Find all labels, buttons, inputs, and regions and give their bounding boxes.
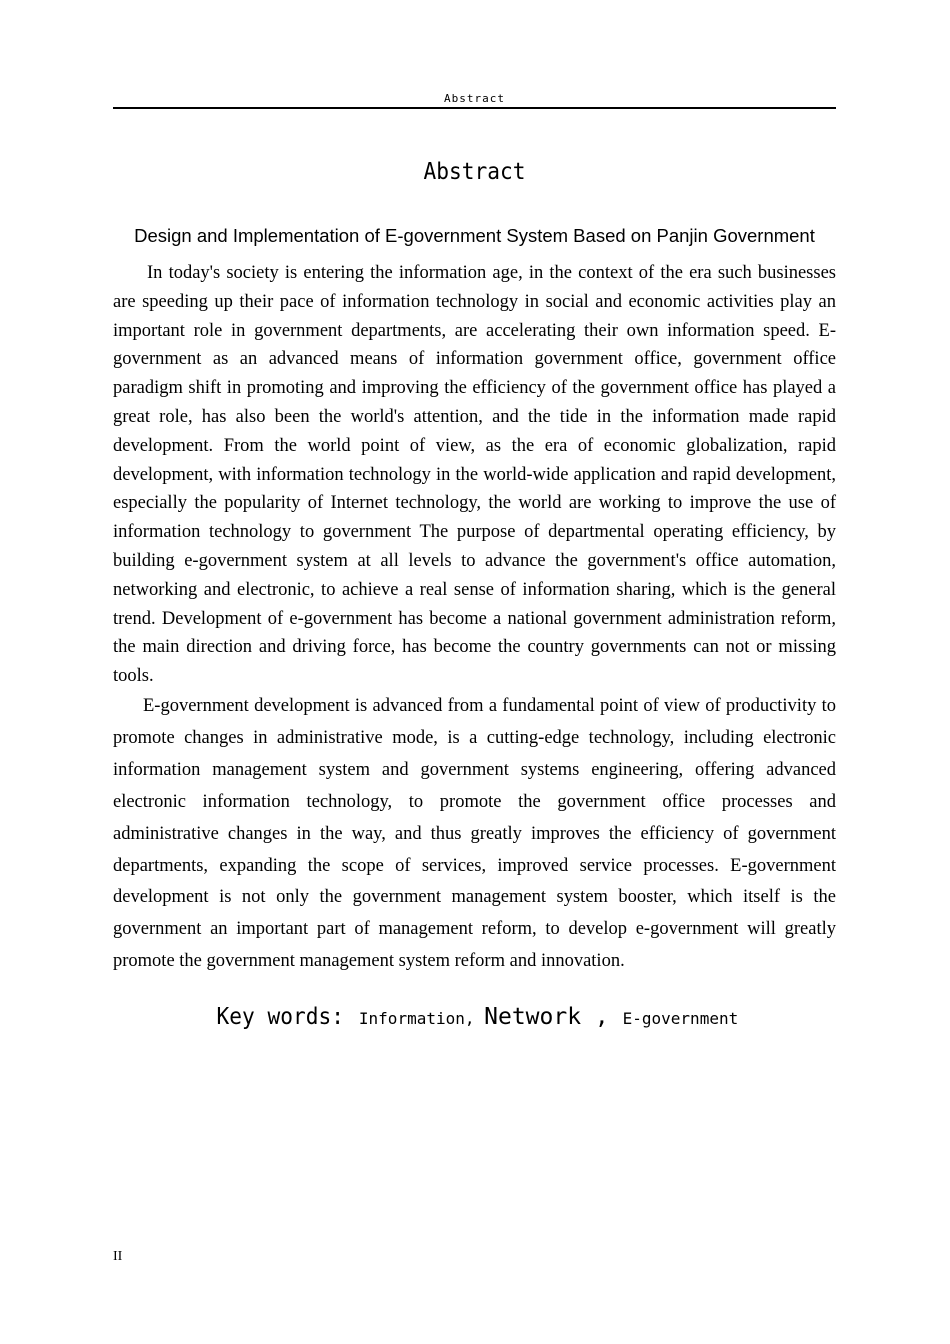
running-header: Abstract	[444, 92, 505, 105]
page-title: Abstract	[423, 159, 526, 185]
keywords-label: Key words:	[216, 1004, 344, 1030]
keyword-separator: ,	[581, 1004, 623, 1030]
keyword-item: E-government	[622, 1009, 739, 1028]
keyword-separator: ,	[464, 1009, 485, 1028]
keyword-item: Network	[484, 1004, 582, 1030]
abstract-paragraph-2: E-government development is advanced from a fundamental point of view of productivity to promote changes in administrative mode, is a cutting-edge technology, including electronic information management system and government systems engineering, offering advanced electronic information technology, to promote the government office processes and administrative changes in the way, and thus greatly improves the efficiency of government departments, expanding the scope of services, improved service processes. E-government development is not only the government management system booster, which itself is the government an important part of management reform, to develop e-government will greatly promote the government management system reform and innovation.	[113, 696, 836, 972]
header-rule	[113, 107, 836, 109]
keywords-line	[113, 1004, 836, 1030]
keyword-item: Information	[358, 1009, 465, 1028]
page-number: II	[113, 1249, 123, 1264]
abstract-paragraph-1: In today's society is entering the information age, in the context of the era such businesses are speeding up their pace of information technology in social and economic activities play an important role in government departments, are accelerating their own information speed. E-government as an advanced means of information government office, government office paradigm shift in promoting and improving the efficiency of the government office has played a great role, has also been the world's attention, and the tide in the information made rapid development. From the world point of view, as the era of economic globalization, rapid development, with information technology in the world-wide application and rapid development, especially the popularity of Internet technology, the world are working to improve the use of information technology to government The purpose of departmental operating efficiency, by building e-government system at all levels to advance the government's office automation, networking and electronic, to achieve a real sense of information sharing, which is the general trend. Development of e-government has become a national government administration reform, the main direction and driving force, has become the country governments can not or missing tools.	[113, 263, 836, 687]
thesis-subtitle: Design and Implementation of E-government System Based on Panjin Government	[134, 225, 815, 246]
